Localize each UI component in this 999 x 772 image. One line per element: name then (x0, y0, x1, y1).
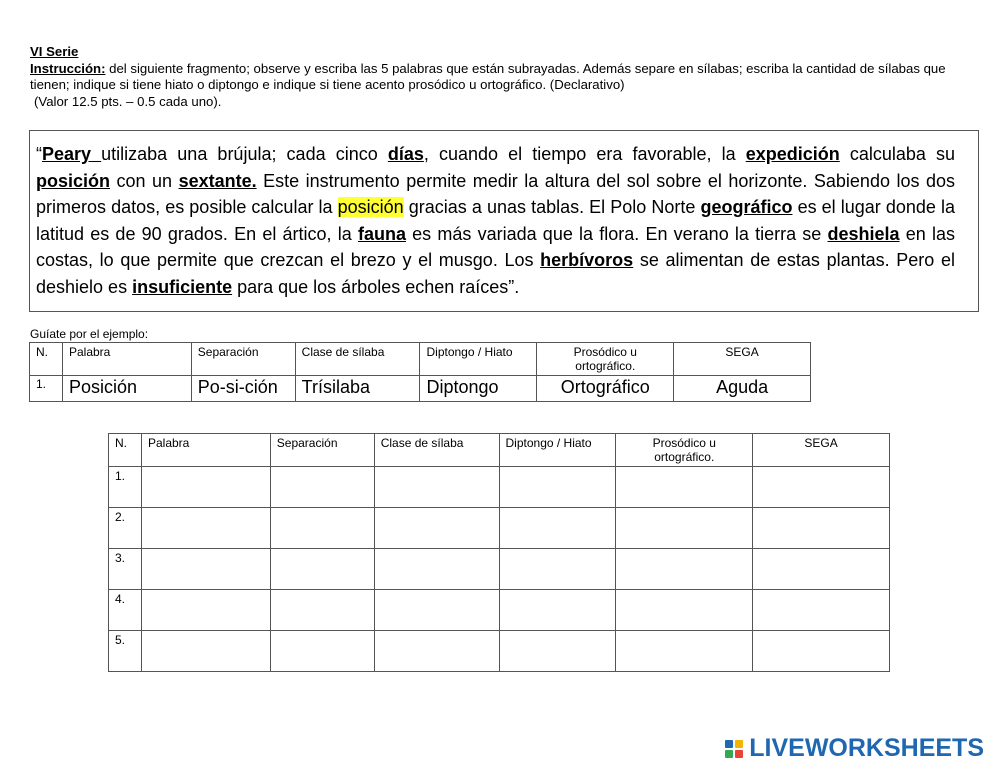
input-separacion[interactable] (270, 467, 374, 508)
underlined-word: expedición (745, 144, 840, 164)
input-separacion[interactable] (270, 631, 374, 672)
logo-text: LIVEWORKSHEETS (749, 734, 984, 762)
input-sega[interactable] (753, 508, 890, 549)
guide-label: Guíate por el ejemplo: (30, 327, 149, 341)
underlined-word: herbívoros (540, 250, 634, 271)
example-sega: Aguda (674, 376, 811, 402)
input-prosodico[interactable] (616, 631, 753, 672)
row-number: 5. (109, 631, 142, 672)
answer-row (109, 467, 890, 508)
passage-text: utilizaba una brújula; cada cinco (101, 144, 388, 164)
input-prosodico[interactable] (616, 590, 753, 631)
input-diptongo[interactable] (499, 631, 616, 672)
col-header-prosodico: Prosódico u ortográfico. (616, 434, 753, 467)
col-header-diptongo: Diptongo / Hiato (420, 343, 537, 376)
underlined-word: días (387, 144, 424, 164)
highlighted-word: posición (337, 197, 404, 218)
example-n: 1. (30, 376, 63, 402)
passage-text: es más variada que la flora. En verano la tierra se (405, 223, 828, 244)
example-header-row (30, 343, 811, 376)
input-clase[interactable] (374, 549, 499, 590)
col-header-palabra: Palabra (62, 343, 191, 376)
input-clase[interactable] (374, 467, 499, 508)
input-palabra[interactable] (141, 467, 270, 508)
input-palabra[interactable] (141, 549, 270, 590)
quote-mark: “ (36, 144, 42, 164)
answer-row (109, 631, 890, 672)
row-number: 1. (109, 467, 142, 508)
logo-square (725, 750, 733, 758)
underlined-word: sextante. (178, 170, 257, 191)
underlined-word: Peary (42, 144, 102, 164)
underlined-word: fauna (357, 223, 406, 244)
col-header-clase: Clase de sílaba (374, 434, 499, 467)
underlined-word: insuficiente (132, 276, 233, 297)
row-number: 4. (109, 590, 142, 631)
answer-row (109, 549, 890, 590)
col-header-sega: SEGA (753, 434, 890, 467)
col-header-n: N. (30, 343, 63, 376)
input-prosodico[interactable] (616, 508, 753, 549)
input-sega[interactable] (753, 590, 890, 631)
reading-passage (29, 130, 979, 312)
input-separacion[interactable] (270, 590, 374, 631)
answer-row (109, 508, 890, 549)
underlined-word: deshiela (827, 223, 900, 244)
input-diptongo[interactable] (499, 590, 616, 631)
input-separacion[interactable] (270, 549, 374, 590)
input-sega[interactable] (753, 631, 890, 672)
col-header-sega: SEGA (674, 343, 811, 376)
example-separacion: Po-si-ción (191, 376, 295, 402)
passage-text: gracias a unas tablas. El Polo Norte (403, 197, 701, 218)
instruction-text: del siguiente fragmento; observe y escriba las 5 palabras que están subrayadas. Además separe en sílabas; escriba la cantidad de sílabas que tienen; indique si tiene hiato o diptongo e indique si tiene acento prosódico u ortográfico. (Declarativo) (30, 60, 946, 92)
answer-table (108, 433, 890, 672)
input-diptongo[interactable] (499, 467, 616, 508)
passage-text: , cuando el tiempo era favorable, la (423, 144, 746, 164)
col-header-palabra: Palabra (141, 434, 270, 467)
instructions-header (30, 44, 980, 110)
input-palabra[interactable] (141, 590, 270, 631)
input-diptongo[interactable] (499, 508, 616, 549)
input-sega[interactable] (753, 549, 890, 590)
col-header-prosodico: Prosódico u ortográfico. (537, 343, 674, 376)
section-title: VI Serie (30, 44, 79, 59)
col-header-separacion: Separación (191, 343, 295, 376)
logo-icon (725, 740, 743, 758)
input-prosodico[interactable] (616, 467, 753, 508)
points-value: (Valor 12.5 pts. – 0.5 cada uno). (34, 93, 222, 109)
underlined-word: geográfico (700, 197, 793, 218)
example-table (29, 342, 811, 402)
answer-header-row (109, 434, 890, 467)
passage-text: con un (110, 170, 179, 191)
instruction-label: Instrucción: (30, 60, 106, 76)
logo-square (735, 750, 743, 758)
col-header-clase: Clase de sílaba (295, 343, 420, 376)
passage-text: se alimentan de estas plantas. Pero el deshielo es (36, 250, 955, 297)
input-clase[interactable] (374, 631, 499, 672)
example-clase: Trísilaba (295, 376, 420, 402)
input-palabra[interactable] (141, 631, 270, 672)
underlined-word: posición (36, 170, 111, 191)
input-sega[interactable] (753, 467, 890, 508)
input-prosodico[interactable] (616, 549, 753, 590)
example-row (30, 376, 811, 402)
col-header-n: N. (109, 434, 142, 467)
passage-text: en las costas, lo que permite que crezcan el brezo y el musgo. Los (36, 223, 955, 271)
example-diptongo: Diptongo (420, 376, 537, 402)
logo-square (735, 740, 743, 748)
row-number: 3. (109, 549, 142, 590)
example-palabra: Posición (62, 376, 191, 402)
input-clase[interactable] (374, 508, 499, 549)
passage-text: es el lugar donde la latitud es de 90 grados. En el ártico, la (36, 197, 955, 244)
passage-text: para que los árboles echen raíces”. (232, 276, 520, 297)
logo-square (725, 740, 733, 748)
example-prosodico: Ortográfico (537, 376, 674, 402)
input-separacion[interactable] (270, 508, 374, 549)
input-palabra[interactable] (141, 508, 270, 549)
answer-row (109, 590, 890, 631)
col-header-separacion: Separación (270, 434, 374, 467)
passage-text: Este instrumento permite medir la altura del sol sobre el horizonte. Sabiendo los dos primeros datos, es posible calcular la (36, 170, 956, 218)
input-clase[interactable] (374, 590, 499, 631)
liveworksheets-logo (725, 734, 984, 763)
col-header-diptongo: Diptongo / Hiato (499, 434, 616, 467)
passage-text: calculaba su (839, 144, 956, 164)
input-diptongo[interactable] (499, 549, 616, 590)
row-number: 2. (109, 508, 142, 549)
